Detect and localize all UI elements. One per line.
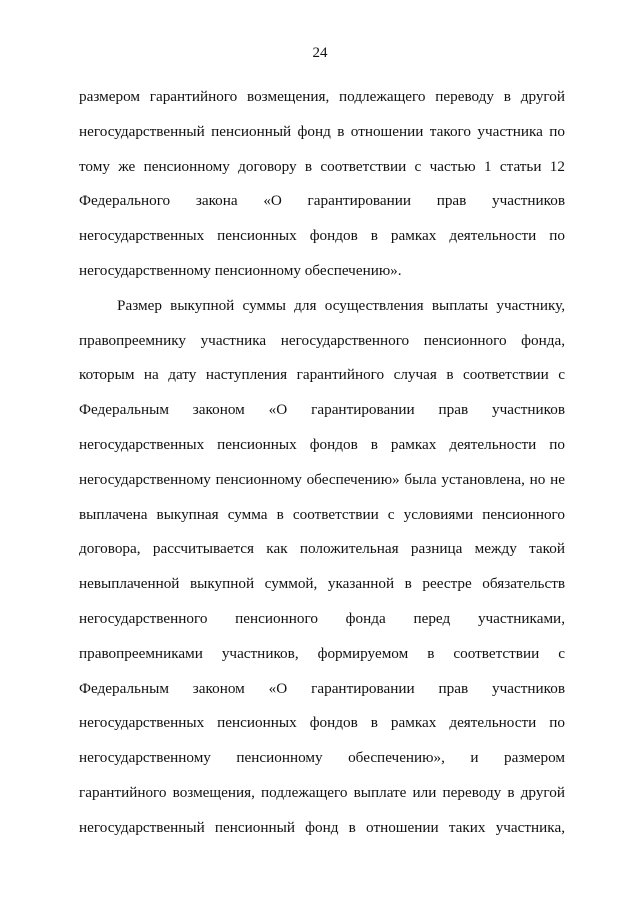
text-line: негосударственный пенсионный фонд в отношении таких участника, — [79, 818, 565, 836]
text-line: правопреемнику участника негосударственного пенсионного фонда, — [79, 331, 565, 349]
text-line: размером гарантийного возмещения, подлежащего переводу в другой — [79, 88, 565, 105]
text-line: негосударственного пенсионного фонда перед участниками, — [79, 609, 565, 627]
page-number: 24 — [312, 45, 328, 61]
text-line: договора, рассчитывается как положительная разница между такой — [79, 540, 565, 558]
text-line: выплачена выкупная сумма в соответствии с условиями пенсионного — [79, 505, 565, 523]
text-line: негосударственному пенсионному обеспечению». — [79, 261, 402, 279]
text-line: Федеральным законом «О гарантировании прав участников — [79, 679, 565, 697]
paragraph — [79, 84, 565, 293]
text-line: невыплаченной выкупной суммой, указанной в реестре обязательств — [79, 575, 565, 593]
text-line: негосударственный пенсионный фонд в отношении такого участника по — [79, 122, 565, 140]
text-line: Размер выкупной суммы для осуществления выплаты участнику, — [117, 296, 565, 314]
text-line: тому же пенсионному договору в соответствии с частью 1 статьи 12 — [79, 157, 565, 175]
text-line: Федерального закона «О гарантировании прав участников — [79, 192, 565, 210]
paragraph — [79, 293, 565, 850]
text-line: Федеральным законом «О гарантировании прав участников — [79, 401, 565, 419]
text-line: гарантийного возмещения, подлежащего выплате или переводу в другой — [79, 783, 565, 801]
text-line: негосударственных пенсионных фондов в рамках деятельности по — [79, 227, 565, 245]
text-line: которым на дату наступления гарантийного случая в соответствии с — [79, 366, 565, 384]
document-body — [79, 84, 565, 850]
text-line: правопреемниками участников, формируемом в соответствии с — [79, 644, 565, 662]
text-line: негосударственному пенсионному обеспечению» была установлена, но не — [79, 470, 565, 488]
text-line: негосударственных пенсионных фондов в рамках деятельности по — [79, 435, 565, 453]
text-line: негосударственному пенсионному обеспечению», и размером — [79, 749, 565, 767]
text-line: негосударственных пенсионных фондов в рамках деятельности по — [79, 714, 565, 732]
